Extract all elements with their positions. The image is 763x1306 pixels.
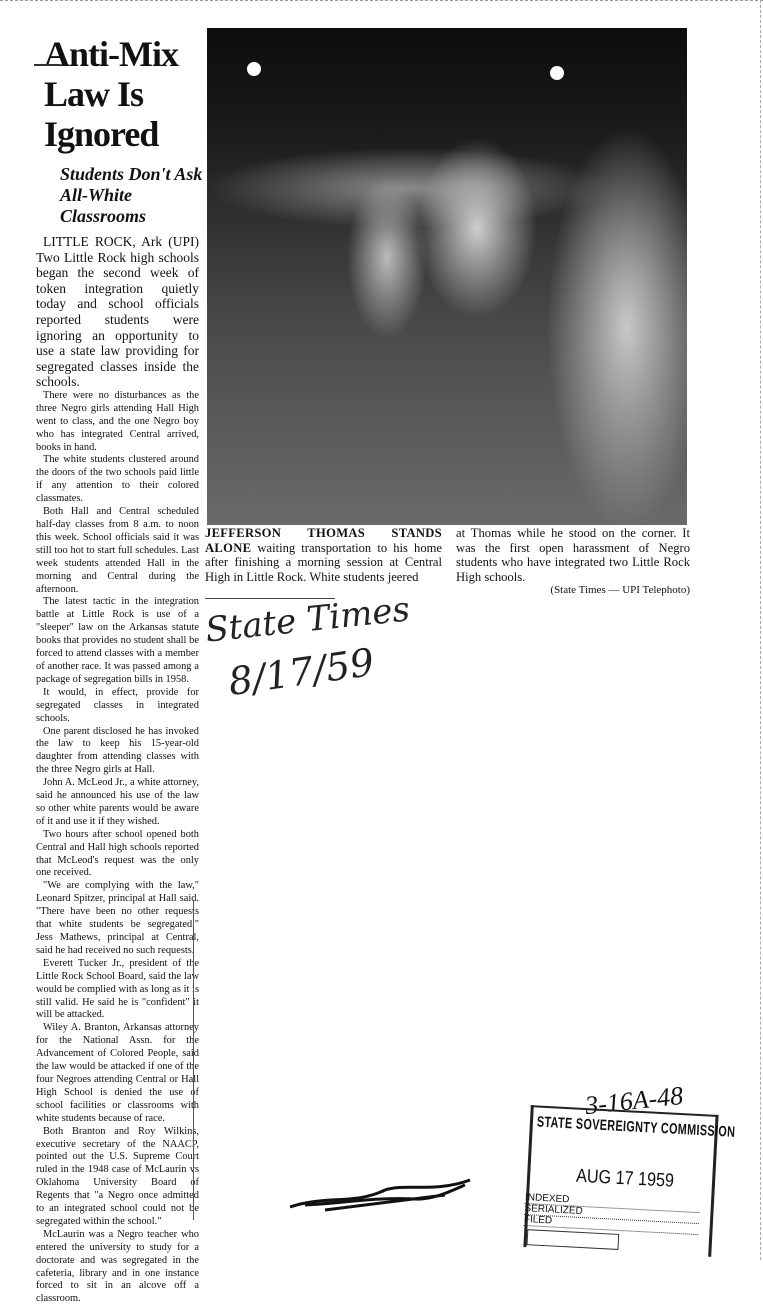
caption-text: at Thomas while he stood on the corner. It was the first open harassment of Negro students who have integrated two Little Rock High schools. [456,526,690,584]
punch-hole [247,62,261,76]
handwritten-date: 8/17/59 [225,640,377,704]
handwritten-file-number: 3-16A-48 [583,1080,685,1121]
page-border [0,0,763,1]
headline-line: Ignored [44,114,159,154]
commission-stamp [523,1105,736,1257]
headline [44,34,204,154]
article-paragraph: "We are complying with the law," Leonard Spitzer, principal at Hall said. "There have been no other requests that white students be segregated." Jess Mathews, principal at Central, said he had received no such requests. [36,880,199,956]
news-photo [207,28,687,525]
caption-text: waiting transportation to his home after finishing a morning session at Central High in Little Rock. White students jeered [205,540,442,584]
stamp-box [527,1229,620,1250]
article-paragraph: John A. McLeod Jr., a white attorney, said he announced his use of the law so other white parents would be aware of it and use it if they wished. [36,777,199,827]
article-paragraph: The white students clustered around the doors of the two schools paid little if any attention to their colored classmates. [36,454,199,505]
article-paragraph: The latest tactic in the integration battle at Little Rock is use of a "sleeper" law on the Arkansas statute books that provides no student shall be forced to attend classes with a member of another race. It was passed among a package of segregation bills in 1958. [36,596,199,685]
stamp-organization: STATE SOVEREIGNTY COMMISSION [536,1113,736,1141]
article-paragraph: It would, in effect, provide for segregated classes in integrated schools. [36,686,199,724]
article-paragraph: Both Hall and Central scheduled half-day classes from 8 a.m. to noon this week. School officials said it was still too hot to start full schedules. Last week students attended Hall in the morning and Central during the afternoon. [36,506,199,595]
photo-credit: (State Times — UPI Telephoto) [550,584,690,597]
subheadline: Students Don't Ask All-White Classrooms [60,164,203,226]
stamp-field: FILED [524,1215,699,1235]
article-paragraph: Two hours after school opened both Central and Hall high schools reported that McLeod's request was the only one received. [36,828,199,879]
column-rule [193,900,194,1220]
stamp-fields [524,1193,700,1235]
article-paragraph: One parent disclosed he has invoked the law to keep his 15-year-old daughter from attending classes with the three Negro girls at Hall. [36,725,199,776]
article-body [36,234,199,1306]
article-paragraph: McLaurin was a Negro teacher who entered the university to study for a doctorate and was segregated in the cafeteria, library and in one instance forced to sit in an alcove off a classroom. [36,1228,199,1305]
page-border [760,0,761,1260]
headline-line: Law Is [44,74,144,114]
article-paragraph: Both Branton and Roy Wilkins, executive secretary of the NAACP, pointed out the U.S. Supreme Court ruled in the 1948 case of McLaurin vs Oklahoma University Board of Regents that "a Negro once admitted to an integrated school could not be segregated within the school." [36,1125,199,1227]
stamp-field: SERIALIZED [524,1204,699,1224]
article-paragraph: Everett Tucker Jr., president of the Little Rock School Board, said the law would be complied with as long as it is still valid. He said he is "confident" it will be attacked. [36,957,199,1021]
caption-column [456,526,690,596]
article-paragraph: There were no disturbances as the three Negro girls attending Hall High went to class, and the one Negro boy who has integrated Central arrived, books in hand. [36,389,199,453]
signature-scribble [285,1175,475,1215]
stamp-field: INDEXED [525,1193,700,1213]
caption-title: JEFFERSON THOMAS STANDS ALONE [205,526,442,555]
stamp-date: AUG 17 1959 [575,1165,675,1192]
article-paragraph: Wiley A. Branton, Arkansas attorney for the National Assn. for the Advancement of Colored People, said the law would be attacked if one of the four Negroes attending Central or Hall High School is denied the use of school facilities or classrooms with white students because of race. [36,1022,199,1124]
headline-line: Anti-Mix [44,34,178,74]
handwritten-source: State Times [203,589,412,651]
headline-rule [34,64,60,66]
article-paragraph: LITTLE ROCK, Ark (UPI) Two Little Rock high schools began the second week of token integration quietly today and school officials reported students were ignoring an opportunity to use a state law providing for segregated classes inside the schools. [36,234,199,390]
punch-hole [550,66,564,80]
caption-column [205,526,442,584]
